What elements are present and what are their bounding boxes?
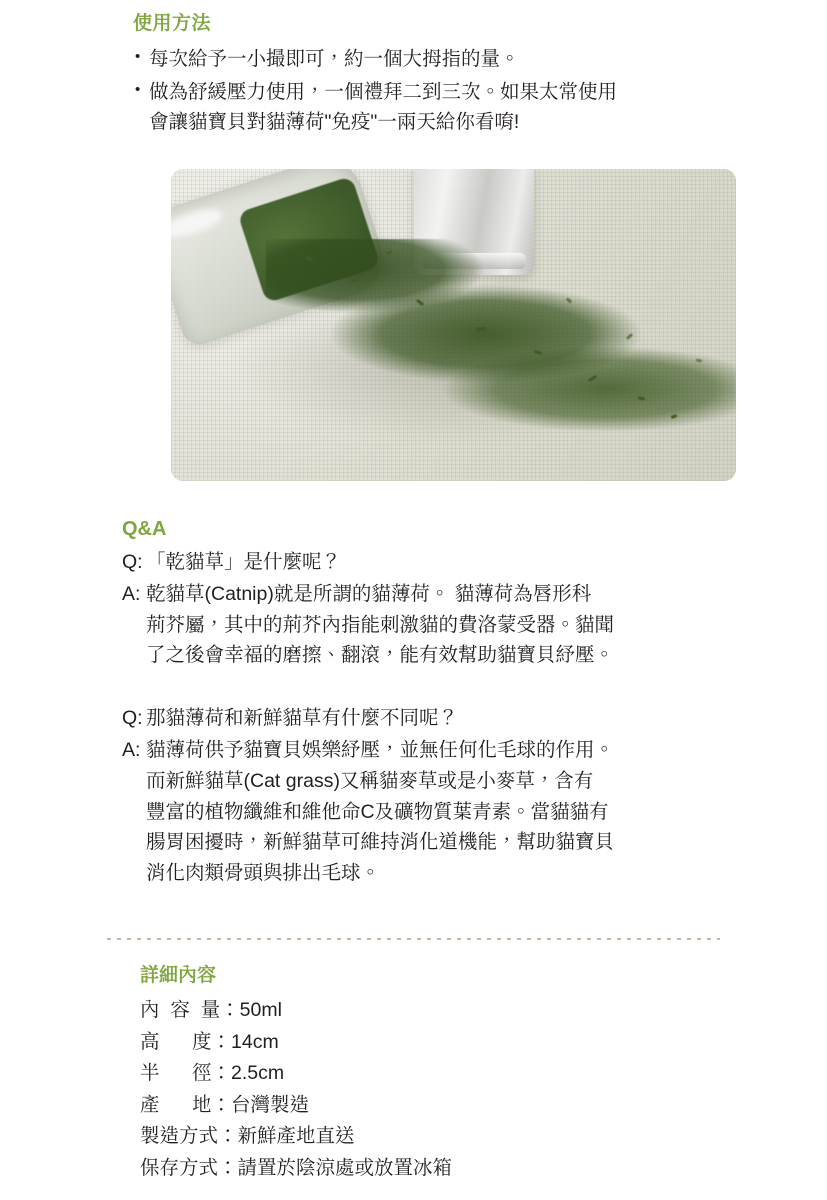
answer-text-line: 豐富的植物纖維和維他命C及礦物質葉青素。當貓貓有 bbox=[146, 800, 609, 823]
usage-section bbox=[133, 8, 733, 141]
leaf-speck bbox=[476, 326, 486, 331]
question-text: 「乾貓草」是什麼呢？ bbox=[146, 551, 342, 573]
question-text: 那貓薄荷和新鮮貓草有什麼不同呢？ bbox=[146, 707, 459, 730]
answer-text-line: 乾貓草(Catnip)就是所謂的貓薄荷。 貓薄荷為唇形科 bbox=[146, 582, 592, 605]
leaf-speck bbox=[351, 278, 360, 283]
leaf-speck bbox=[386, 250, 393, 255]
answer-text-line: 而新鮮貓草(Cat grass)又稱貓麥草或是小麥草，含有 bbox=[146, 769, 594, 792]
spec-row: 保存方式：請置於陰涼處或放置冰箱 bbox=[140, 1156, 453, 1179]
answer-text-line: 了之後會幸福的磨擦、翻滾，能有效幫助貓寶貝紓壓。 bbox=[146, 644, 615, 667]
leaf-speck bbox=[638, 396, 645, 400]
spec-row: 高 度：14cm bbox=[140, 1030, 279, 1053]
spec-row: 半 徑：2.5cm bbox=[140, 1062, 285, 1085]
answer-text bbox=[146, 579, 722, 671]
answer-text bbox=[146, 735, 722, 889]
answer-tag: A: bbox=[122, 738, 141, 761]
dotted-divider bbox=[107, 938, 720, 940]
qa-section bbox=[122, 518, 722, 907]
details-heading: 詳細內容 bbox=[140, 965, 217, 986]
leaf-speck bbox=[534, 350, 543, 355]
usage-heading: 使用方法 bbox=[133, 13, 212, 34]
jar-highlight bbox=[171, 204, 225, 242]
usage-item-text: 做為舒緩壓力使用，一個禮拜二到三次。如果太常使用 bbox=[149, 81, 618, 104]
qa-block bbox=[122, 547, 722, 671]
question-line bbox=[122, 547, 722, 578]
answer-text-line: 消化肉類骨頭與排出毛球。 bbox=[146, 862, 381, 885]
leaf-speck bbox=[588, 375, 597, 382]
spec-row: 產 地：台灣製造 bbox=[140, 1093, 310, 1116]
spec-row: 內 容 量：50ml bbox=[140, 999, 282, 1021]
leaf-speck bbox=[696, 358, 702, 362]
details-section bbox=[140, 960, 740, 1184]
qa-block bbox=[122, 703, 722, 889]
answer-text-line: 貓薄荷供予貓寶貝娛樂紓壓，並無任何化毛球的作用。 bbox=[146, 738, 615, 761]
usage-item-text-cont: 會讓貓寶貝對貓薄荷"免疫"一兩天給你看唷! bbox=[149, 111, 520, 134]
question-tag: Q: bbox=[122, 707, 143, 730]
leaf-speck bbox=[566, 297, 572, 303]
answer-text-line: 荊芥屬，其中的荊芥內指能刺激貓的費洛蒙受器。貓聞 bbox=[146, 613, 615, 636]
qa-spacer bbox=[122, 689, 722, 703]
catnip-jar-photo bbox=[171, 169, 736, 481]
question-line bbox=[122, 703, 722, 734]
list-item bbox=[133, 77, 733, 137]
qa-heading: Q&A bbox=[122, 518, 167, 540]
leaf-speck bbox=[416, 299, 424, 306]
answer-text-line: 腸胃困擾時，新鮮貓草可維持消化道機能，幫助貓寶貝 bbox=[146, 831, 615, 854]
usage-item-text: 每次給予一小撮即可，約一個大拇指的量。 bbox=[149, 48, 520, 70]
usage-list bbox=[133, 44, 733, 138]
answer-line bbox=[122, 735, 722, 889]
spec-row: 製造方式：新鮮產地直送 bbox=[140, 1125, 355, 1148]
answer-tag: A: bbox=[122, 582, 141, 605]
leaf-speck bbox=[671, 414, 678, 419]
answer-line bbox=[122, 579, 722, 671]
list-item bbox=[133, 44, 733, 74]
leaf-speck bbox=[306, 256, 314, 261]
leaf-speck bbox=[626, 333, 633, 340]
spilled-catnip bbox=[266, 239, 736, 469]
question-tag: Q: bbox=[122, 551, 143, 573]
